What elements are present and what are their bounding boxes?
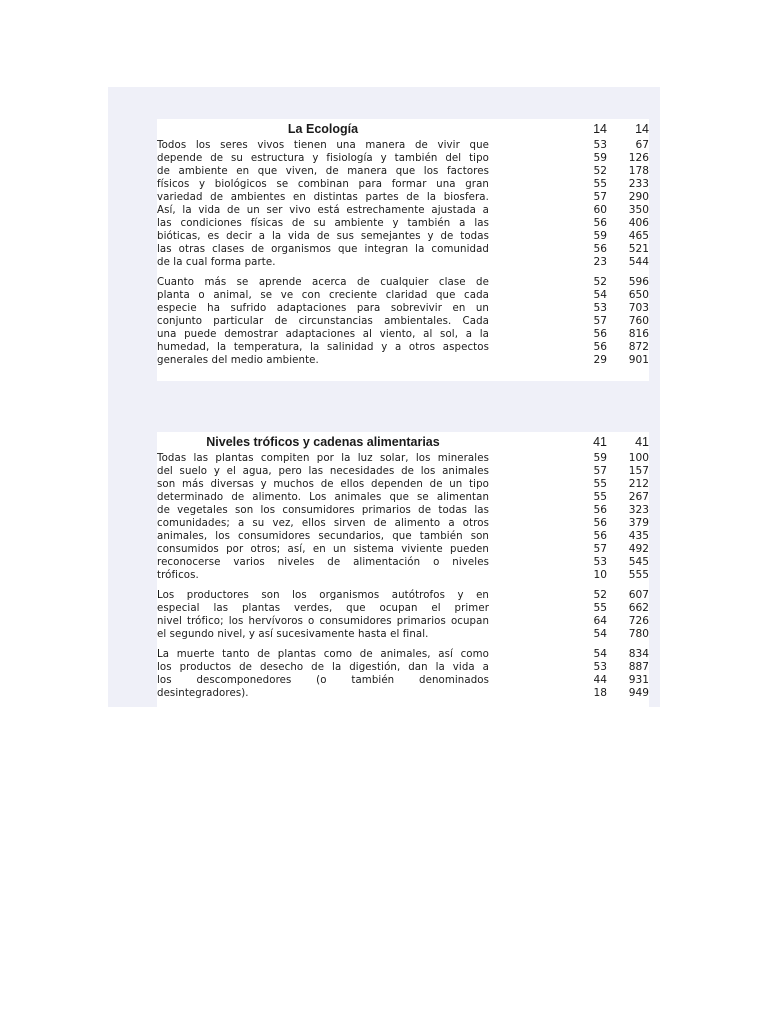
line-char-count: 55 bbox=[593, 491, 607, 503]
text-line bbox=[157, 687, 649, 700]
section-title-row bbox=[157, 432, 649, 452]
text-line bbox=[157, 204, 649, 217]
text-line bbox=[157, 139, 649, 152]
line-text: variedad de ambientes en distintas partes de la biosfera. bbox=[157, 192, 489, 203]
line-text: desintegradores). bbox=[157, 688, 249, 699]
line-cumulative-count: 157 bbox=[628, 465, 649, 477]
line-text: planta o animal, se ve con creciente claridad que cada bbox=[157, 290, 489, 301]
line-char-count: 57 bbox=[593, 315, 607, 327]
text-line bbox=[157, 465, 649, 478]
section-body bbox=[157, 452, 649, 700]
line-char-count: 56 bbox=[593, 530, 607, 542]
line-cumulative-count: 760 bbox=[628, 315, 649, 327]
line-char-count: 54 bbox=[593, 289, 607, 301]
line-cumulative-count: 816 bbox=[628, 328, 649, 340]
line-cumulative-count: 607 bbox=[628, 589, 649, 601]
line-char-count: 59 bbox=[593, 152, 607, 164]
line-text: las condiciones físicas de su ambiente y también a las bbox=[157, 218, 489, 229]
line-cumulative-count: 521 bbox=[628, 243, 649, 255]
line-cumulative-count: 233 bbox=[628, 178, 649, 190]
line-cumulative-count: 931 bbox=[628, 674, 649, 686]
line-text: los productos de desecho de la digestión, dan la vida a bbox=[157, 662, 489, 673]
line-char-count: 23 bbox=[593, 256, 607, 268]
paragraph bbox=[157, 452, 649, 582]
line-text: animales, los consumidores secundarios, que también son bbox=[157, 531, 489, 542]
line-cumulative-count: 178 bbox=[628, 165, 649, 177]
line-cumulative-count: 949 bbox=[628, 687, 649, 699]
line-cumulative-count: 901 bbox=[628, 354, 649, 366]
line-cumulative-count: 267 bbox=[628, 491, 649, 503]
line-text: Cuanto más se aprende acerca de cualquier clase de bbox=[157, 277, 489, 288]
line-cumulative-count: 544 bbox=[628, 256, 649, 268]
line-char-count: 10 bbox=[593, 569, 607, 581]
text-line bbox=[157, 504, 649, 517]
text-line bbox=[157, 315, 649, 328]
text-line bbox=[157, 517, 649, 530]
section-ecologia bbox=[157, 119, 649, 381]
title-word-count: 14 bbox=[593, 122, 607, 136]
line-cumulative-count: 596 bbox=[628, 276, 649, 288]
document-page bbox=[108, 87, 660, 707]
line-text: Los productores son los organismos autótrofos y en bbox=[157, 590, 489, 601]
line-text: de la cual forma parte. bbox=[157, 257, 276, 268]
paragraph bbox=[157, 276, 649, 367]
line-char-count: 53 bbox=[593, 661, 607, 673]
line-char-count: 56 bbox=[593, 243, 607, 255]
text-line bbox=[157, 178, 649, 191]
text-line bbox=[157, 230, 649, 243]
line-cumulative-count: 406 bbox=[628, 217, 649, 229]
text-line bbox=[157, 256, 649, 269]
text-line bbox=[157, 556, 649, 569]
line-char-count: 56 bbox=[593, 217, 607, 229]
line-cumulative-count: 350 bbox=[628, 204, 649, 216]
line-text: físicos y biológicos se combinan para formar una gran bbox=[157, 179, 489, 190]
line-text: una puede demostrar adaptaciones al viento, al sol, a la bbox=[157, 329, 489, 340]
line-text: son más diversas y muchos de ellos dependen de un tipo bbox=[157, 479, 489, 490]
paragraph-gap bbox=[157, 641, 649, 648]
paragraph bbox=[157, 139, 649, 269]
section-title-row bbox=[157, 119, 649, 139]
line-char-count: 53 bbox=[593, 302, 607, 314]
line-text: depende de su estructura y fisiología y también del tipo bbox=[157, 153, 489, 164]
section-niveles-troficos bbox=[157, 432, 649, 707]
title-cumulative-count: 41 bbox=[635, 435, 649, 449]
line-char-count: 56 bbox=[593, 517, 607, 529]
text-line bbox=[157, 530, 649, 543]
line-char-count: 57 bbox=[593, 543, 607, 555]
text-line bbox=[157, 615, 649, 628]
line-char-count: 60 bbox=[593, 204, 607, 216]
line-text: comunidades; a su vez, ellos sirven de alimento a otros bbox=[157, 518, 489, 529]
text-line bbox=[157, 191, 649, 204]
line-char-count: 52 bbox=[593, 276, 607, 288]
line-cumulative-count: 662 bbox=[628, 602, 649, 614]
section-body bbox=[157, 139, 649, 367]
text-line bbox=[157, 478, 649, 491]
line-cumulative-count: 726 bbox=[628, 615, 649, 627]
line-char-count: 57 bbox=[593, 191, 607, 203]
line-char-count: 52 bbox=[593, 589, 607, 601]
line-char-count: 59 bbox=[593, 230, 607, 242]
text-line bbox=[157, 354, 649, 367]
line-char-count: 56 bbox=[593, 504, 607, 516]
text-line bbox=[157, 674, 649, 687]
line-cumulative-count: 435 bbox=[628, 530, 649, 542]
paragraph bbox=[157, 589, 649, 641]
text-line bbox=[157, 628, 649, 641]
line-text: especial las plantas verdes, que ocupan el primer bbox=[157, 603, 489, 614]
line-text: reconocerse varios niveles de alimentación o niveles bbox=[157, 557, 489, 568]
line-text: de vegetales son los consumidores primarios de todas las bbox=[157, 505, 489, 516]
text-line bbox=[157, 661, 649, 674]
line-cumulative-count: 703 bbox=[628, 302, 649, 314]
line-text: de ambiente en que viven, de manera que los factores bbox=[157, 166, 489, 177]
text-line bbox=[157, 491, 649, 504]
line-text: determinado de alimento. Los animales que se alimentan bbox=[157, 492, 489, 503]
line-char-count: 55 bbox=[593, 178, 607, 190]
text-line bbox=[157, 152, 649, 165]
line-cumulative-count: 555 bbox=[628, 569, 649, 581]
line-text: humedad, la temperatura, la salinidad y a otros aspectos bbox=[157, 342, 489, 353]
line-text: conjunto particular de circunstancias ambientales. Cada bbox=[157, 316, 489, 327]
line-text: las otras clases de organismos que integran la comunidad bbox=[157, 244, 489, 255]
line-text: Así, la vida de un ser vivo está estrechamente ajustada a bbox=[157, 205, 489, 216]
paragraph-gap bbox=[157, 582, 649, 589]
text-line bbox=[157, 165, 649, 178]
text-line bbox=[157, 569, 649, 582]
line-text: los descomponedores (o también denominados bbox=[157, 675, 489, 686]
line-cumulative-count: 492 bbox=[628, 543, 649, 555]
text-line bbox=[157, 217, 649, 230]
line-cumulative-count: 126 bbox=[628, 152, 649, 164]
line-char-count: 52 bbox=[593, 165, 607, 177]
line-text: consumidos por otros; así, en un sistema viviente pueden bbox=[157, 544, 489, 555]
line-cumulative-count: 323 bbox=[628, 504, 649, 516]
line-char-count: 55 bbox=[593, 602, 607, 614]
text-line bbox=[157, 589, 649, 602]
line-cumulative-count: 545 bbox=[628, 556, 649, 568]
text-line bbox=[157, 328, 649, 341]
line-char-count: 18 bbox=[593, 687, 607, 699]
text-line bbox=[157, 289, 649, 302]
line-char-count: 53 bbox=[593, 139, 607, 151]
text-line bbox=[157, 648, 649, 661]
text-line bbox=[157, 452, 649, 465]
text-line bbox=[157, 602, 649, 615]
line-cumulative-count: 872 bbox=[628, 341, 649, 353]
line-cumulative-count: 67 bbox=[635, 139, 649, 151]
text-line bbox=[157, 276, 649, 289]
line-text: tróficos. bbox=[157, 570, 199, 581]
line-cumulative-count: 100 bbox=[628, 452, 649, 464]
section-title: La Ecología bbox=[287, 122, 359, 136]
line-char-count: 55 bbox=[593, 478, 607, 490]
line-text: Todos los seres vivos tienen una manera de vivir que bbox=[157, 140, 489, 151]
text-line bbox=[157, 302, 649, 315]
line-char-count: 59 bbox=[593, 452, 607, 464]
line-char-count: 53 bbox=[593, 556, 607, 568]
line-cumulative-count: 887 bbox=[628, 661, 649, 673]
line-char-count: 57 bbox=[593, 465, 607, 477]
paragraph bbox=[157, 648, 649, 700]
line-char-count: 56 bbox=[593, 341, 607, 353]
line-text: La muerte tanto de plantas como de animales, así como bbox=[157, 649, 489, 660]
line-cumulative-count: 290 bbox=[628, 191, 649, 203]
line-text: bióticas, es decir a la vida de sus semejantes y de todas bbox=[157, 231, 489, 242]
line-text: nivel trófico; los hervívoros o consumidores primarios ocupan bbox=[157, 616, 489, 627]
line-text: el segundo nivel, y así sucesivamente hasta el final. bbox=[157, 629, 429, 640]
title-word-count: 41 bbox=[593, 435, 607, 449]
line-cumulative-count: 780 bbox=[628, 628, 649, 640]
line-cumulative-count: 212 bbox=[628, 478, 649, 490]
line-char-count: 54 bbox=[593, 628, 607, 640]
text-line bbox=[157, 243, 649, 256]
paragraph-gap bbox=[157, 269, 649, 276]
line-char-count: 44 bbox=[593, 674, 607, 686]
line-text: del suelo y el agua, pero las necesidades de los animales bbox=[157, 466, 489, 477]
line-text: especie ha sufrido adaptaciones para sobrevivir en un bbox=[157, 303, 489, 314]
title-cumulative-count: 14 bbox=[635, 122, 649, 136]
line-char-count: 64 bbox=[593, 615, 607, 627]
text-line bbox=[157, 543, 649, 556]
line-text: Todas las plantas compiten por la luz solar, los minerales bbox=[157, 453, 489, 464]
line-char-count: 54 bbox=[593, 648, 607, 660]
line-text: generales del medio ambiente. bbox=[157, 355, 319, 366]
text-line bbox=[157, 341, 649, 354]
section-title: Niveles tróficos y cadenas alimentarias bbox=[206, 435, 440, 449]
line-char-count: 29 bbox=[593, 354, 607, 366]
line-char-count: 56 bbox=[593, 328, 607, 340]
line-cumulative-count: 465 bbox=[628, 230, 649, 242]
line-cumulative-count: 834 bbox=[628, 648, 649, 660]
line-cumulative-count: 650 bbox=[628, 289, 649, 301]
line-cumulative-count: 379 bbox=[628, 517, 649, 529]
